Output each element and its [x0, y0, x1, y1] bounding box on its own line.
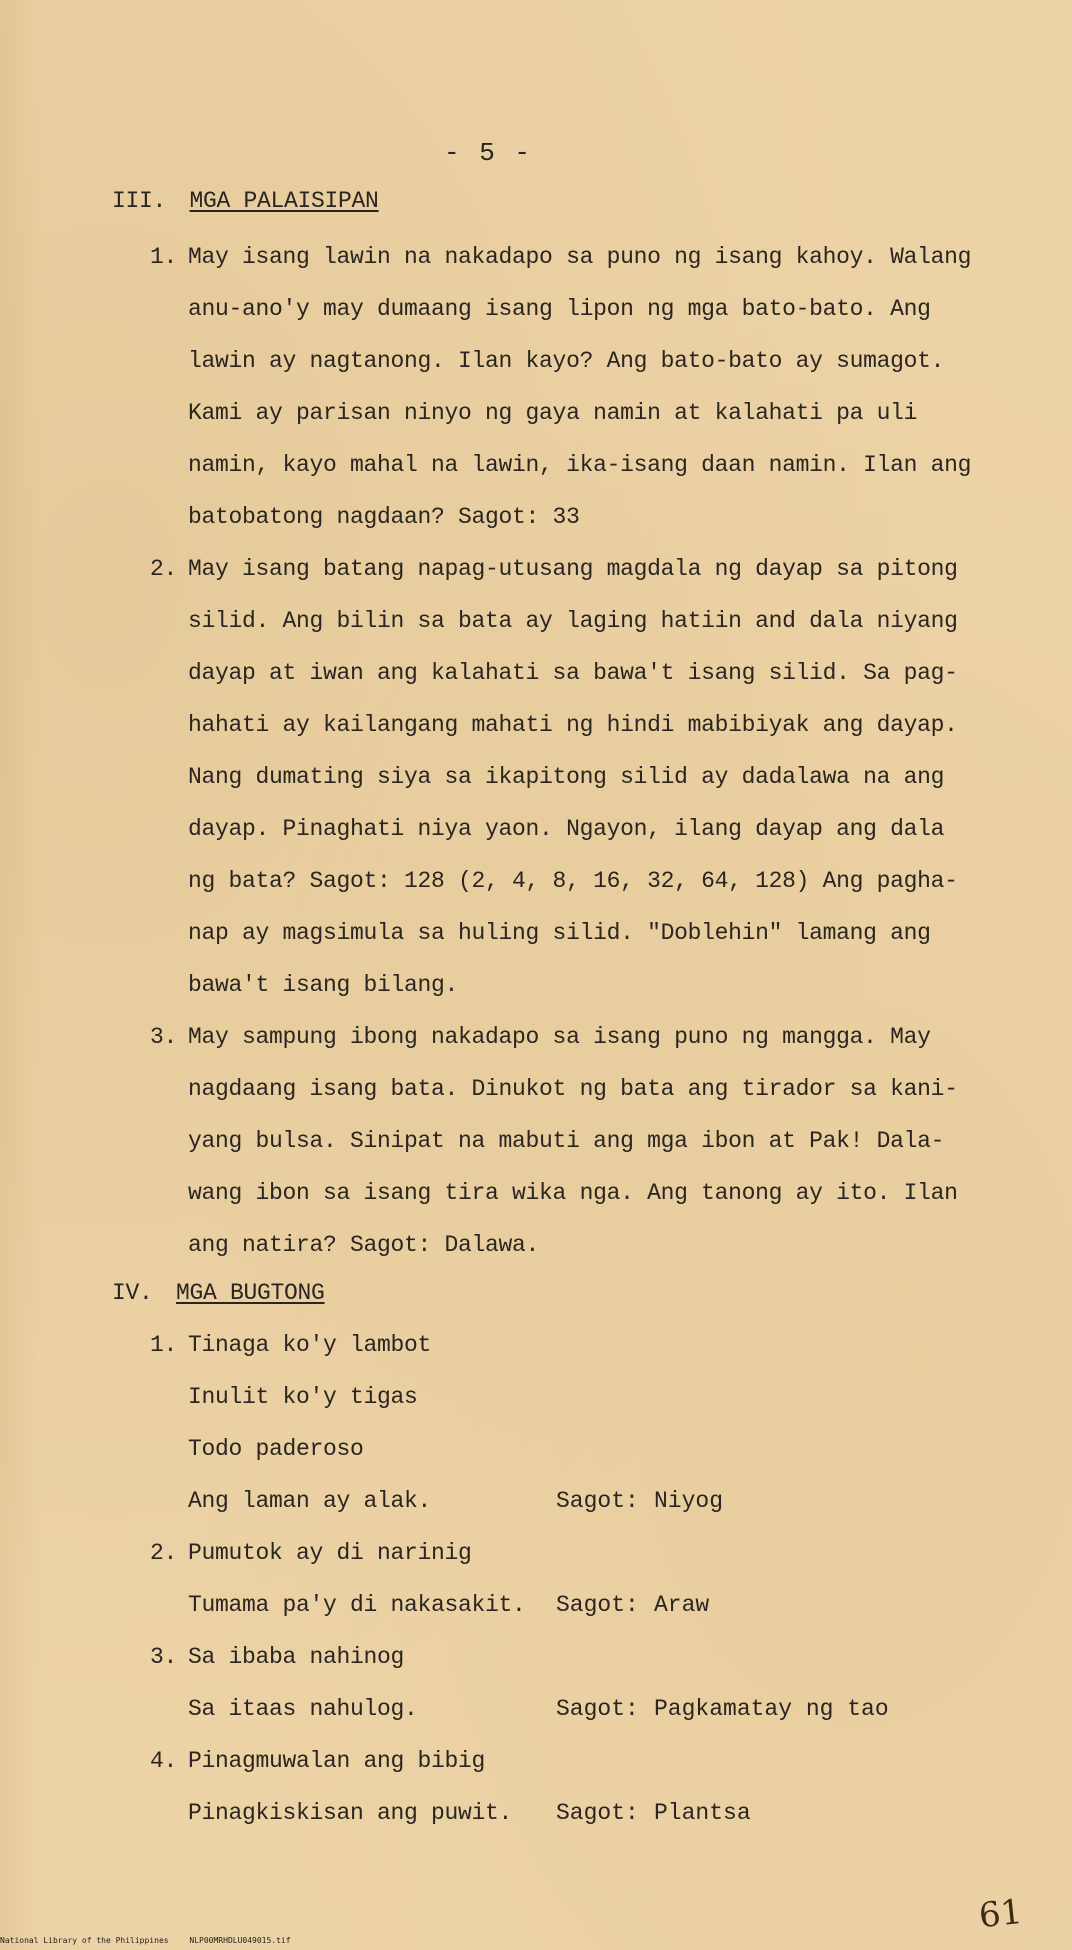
s4-item2-line: Pumutok ay di narinig [188, 1540, 472, 1566]
s3-item1-line: Kami ay parisan ninyo ng gaya namin at kalahati pa uli [188, 400, 918, 426]
s3-item1-line: batobatong nagdaan? Sagot: 33 [188, 504, 580, 530]
s4-item2-number: 2. [150, 1540, 178, 1566]
s3-item2-line: dayap at iwan ang kalahati sa bawa't isang silid. Sa pag- [188, 660, 958, 686]
s3-item2-line: May isang batang napag-utusang magdala ng dayap sa pitong [188, 556, 958, 582]
s3-item2-line: silid. Ang bilin sa bata ay laging hatiin and dala niyang [188, 608, 958, 634]
scan-footer [0, 1936, 307, 1946]
s4-item1-line: Ang laman ay alak. [188, 1488, 432, 1514]
footer-filename: NLP00MRHDLU049015.tif [189, 1936, 291, 1945]
s4-item4-number: 4. [150, 1748, 178, 1774]
s3-item1-line: lawin ay nagtanong. Ilan kayo? Ang bato-bato ay sumagot. [188, 348, 945, 374]
s4-item4-answer: Plantsa [654, 1800, 751, 1826]
s4-item1-sagot-label: Sagot: [556, 1488, 639, 1514]
s3-item2-line: ng bata? Sagot: 128 (2, 4, 8, 16, 32, 64, 128) Ang pagha- [188, 868, 958, 894]
s4-item4-sagot-label: Sagot: [556, 1800, 639, 1826]
section4-heading [112, 1278, 325, 1308]
s4-item3-line: Sa ibaba nahinog [188, 1644, 405, 1670]
s4-item4-line: Pinagkiskisan ang puwit. [188, 1800, 513, 1826]
s3-item2-line: Nang dumating siya sa ikapitong silid ay dadalawa na ang [188, 764, 945, 790]
s4-item3-line: Sa itaas nahulog. [188, 1696, 418, 1722]
s4-item2-sagot-label: Sagot: [556, 1592, 639, 1618]
s3-item2-line: bawa't isang bilang. [188, 972, 459, 998]
s4-item2-line: Tumama pa'y di nakasakit. [188, 1592, 526, 1618]
section3-heading [112, 186, 379, 216]
s3-item2-number: 2. [150, 556, 178, 582]
s3-item3-line: nagdaang isang bata. Dinukot ng bata ang tirador sa kani- [188, 1076, 958, 1102]
s3-item1-line: May isang lawin na nakadapo sa puno ng isang kahoy. Walang [188, 244, 972, 270]
section3-numeral: III. [112, 188, 167, 214]
s4-item3-answer: Pagkamatay ng tao [654, 1696, 889, 1722]
s3-item3-line: May sampung ibong nakadapo sa isang puno ng mangga. May [188, 1024, 931, 1050]
s3-item3-line: ang natira? Sagot: Dalawa. [188, 1232, 540, 1258]
s4-item1-answer: Niyog [654, 1488, 724, 1514]
s4-item1-line: Inulit ko'y tigas [188, 1384, 418, 1410]
s3-item1-line: anu-ano'y may dumaang isang lipon ng mga bato-bato. Ang [188, 296, 931, 322]
s3-item2-line: hahati ay kailangang mahati ng hindi mabibiyak ang dayap. [188, 712, 958, 738]
s3-item3-number: 3. [150, 1024, 178, 1050]
s4-item4-line: Pinagmuwalan ang bibig [188, 1748, 486, 1774]
s4-item1-line: Todo paderoso [188, 1436, 364, 1462]
s4-item3-number: 3. [150, 1644, 178, 1670]
section3-title: MGA PALAISIPAN [189, 188, 379, 214]
s4-item1-line: Tinaga ko'y lambot [188, 1332, 432, 1358]
handwritten-page-mark: 61 [976, 1891, 1024, 1937]
s3-item2-line: nap ay magsimula sa huling silid. "Doblehin" lamang ang [188, 920, 931, 946]
s3-item1-number: 1. [150, 244, 178, 270]
s4-item2-answer: Araw [654, 1592, 710, 1618]
section4-numeral: IV. [112, 1280, 153, 1306]
s3-item2-line: dayap. Pinaghati niya yaon. Ngayon, ilang dayap ang dala [188, 816, 945, 842]
s4-item1-number: 1. [150, 1332, 178, 1358]
s3-item3-line: wang ibon sa isang tira wika nga. Ang tanong ay ito. Ilan [188, 1180, 958, 1206]
s3-item3-line: yang bulsa. Sinipat na mabuti ang mga ibon at Pak! Dala- [188, 1128, 945, 1154]
s4-item3-sagot-label: Sagot: [556, 1696, 639, 1722]
section4-title: MGA BUGTONG [176, 1280, 325, 1306]
s3-item1-line: namin, kayo mahal na lawin, ika-isang daan namin. Ilan ang [188, 452, 972, 478]
footer-library: National Library of the Philippines [0, 1936, 169, 1945]
page-number: - 5 - [444, 138, 533, 168]
